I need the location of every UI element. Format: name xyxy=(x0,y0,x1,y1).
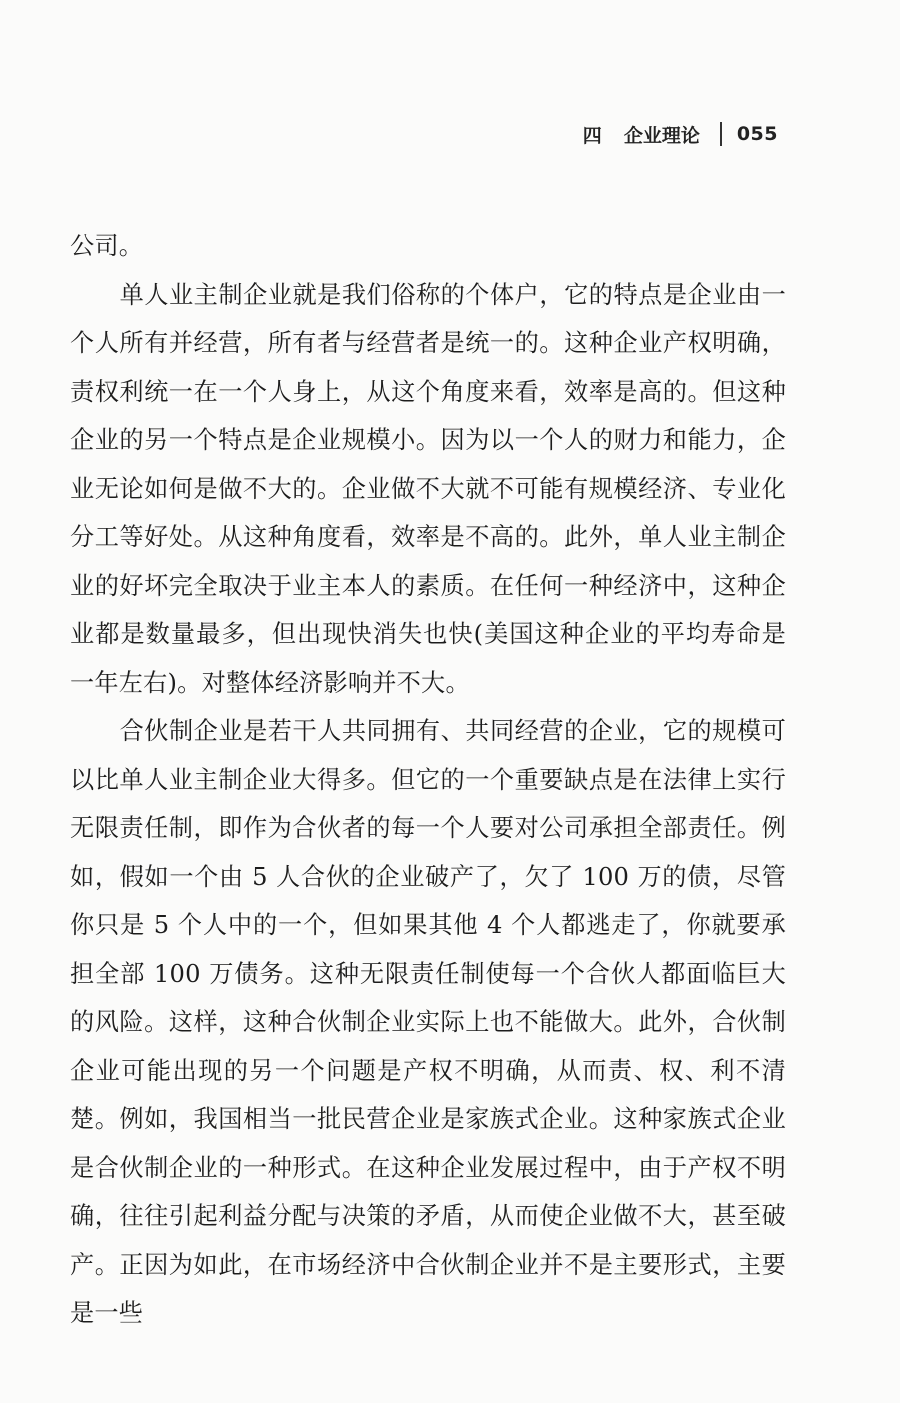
body-text xyxy=(70,222,786,1338)
section-title: 企业理论 xyxy=(623,124,700,147)
page-number: 055 xyxy=(736,123,778,145)
paragraph-partnership: 合伙制企业是若干人共同拥有、共同经营的企业，它的规模可以比单人业主制企业大得多。但它的一个重要缺点是在法律上实行无限责任制，即作为合伙者的每一个人要对公司承担全部责任。例如，假如一个由 5 人合伙的企业破产了，欠了 100 万的债，尽管你只是 5 个人中的一个，但如果其他 4 个人都逃走了，你就要承担全部 100 万债务。这种无限责任制使每一个合伙人都面临巨大的风险。这样，这种合伙制企业实际上也不能做大。此外，合伙制企业可能出现的另一个问题是产权不明确，从而责、权、利不清楚。例如，我国相当一批民营企业是家族式企业。这种家族式企业是合伙制企业的一种形式。在这种企业发展过程中，由于产权不明确，往往引起利益分配与决策的矛盾，从而使企业做不大，甚至破产。正因为如此，在市场经济中合伙制企业并不是主要形式，主要是一些 xyxy=(70,717,786,1327)
paragraph-sole-proprietorship: 单人业主制企业就是我们俗称的个体户，它的特点是企业由一个人所有并经营，所有者与经营者是统一的。这种企业产权明确，责权利统一在一个人身上，从这个角度来看，效率是高的。但这种企业的另一个特点是企业规模小。因为以一个人的财力和能力，企业无论如何是做不大的。企业做不大就不可能有规模经济、专业化分工等好处。从这种角度看，效率是不高的。此外，单人业主制企业的好坏完全取决于业主本人的素质。在任何一种经济中，这种企业都是数量最多，但出现快消失也快(美国这种企业的平均寿命是一年左右)。对整体经济影响并不大。 xyxy=(70,280,786,697)
paragraph-continuation: 公司。 xyxy=(70,232,144,260)
header-divider xyxy=(720,122,722,146)
running-header xyxy=(583,119,778,149)
chapter-number: 四 xyxy=(582,124,602,147)
